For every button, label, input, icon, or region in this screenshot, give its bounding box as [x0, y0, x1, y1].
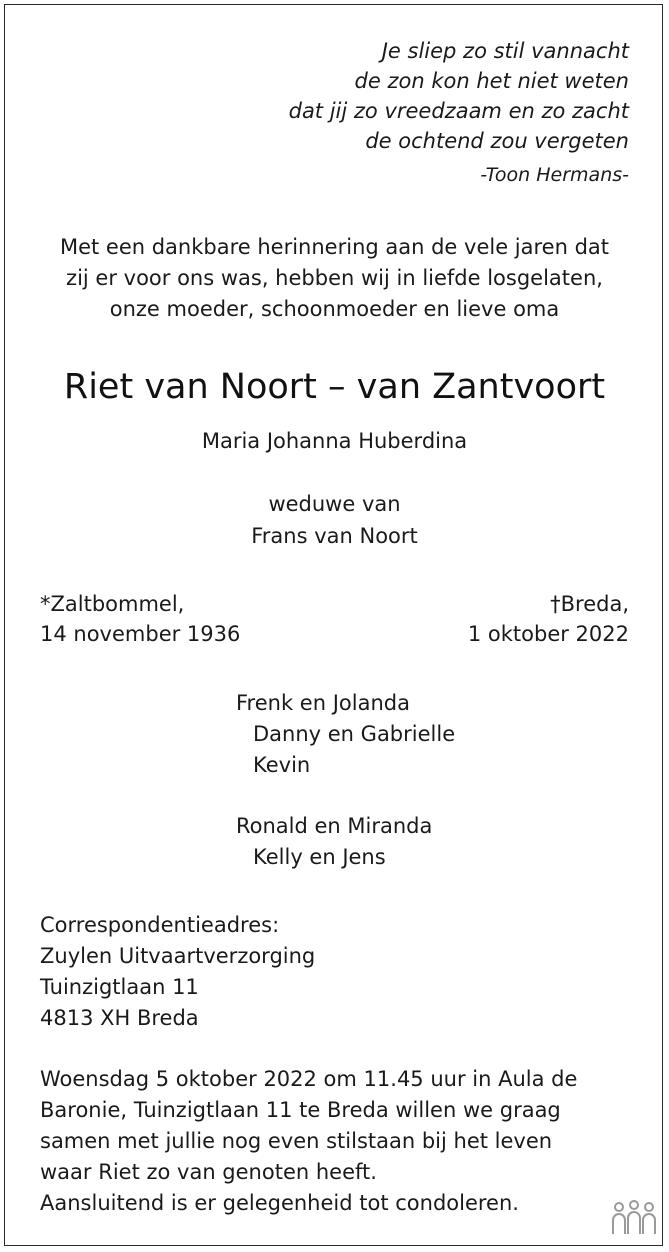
poem-line: Je sliep zo stil vannacht — [381, 39, 629, 63]
widow-label: weduwe van — [268, 492, 401, 516]
family-main: Frenk en Jolanda — [236, 691, 410, 715]
poem-author: -Toon Hermans- — [480, 164, 629, 186]
poem — [149, 36, 629, 190]
family-child: Kevin — [253, 753, 311, 777]
family-group-1 — [236, 688, 455, 781]
service-line: samen met jullie nog even stilstaan bij het leven — [40, 1129, 553, 1153]
service-line: Baronie, Tuinzigtlaan 11 te Breda willen we graag — [40, 1098, 561, 1122]
given-names: Maria Johanna Huberdina — [201, 429, 468, 453]
address-line: Zuylen Uitvaartverzorging — [40, 944, 316, 968]
address-line: Correspondentieadres: — [40, 913, 280, 937]
spouse-name: Frans van Noort — [251, 524, 418, 548]
people-group-icon — [609, 1198, 659, 1238]
death-date: 1 oktober 2022 — [467, 622, 629, 646]
correspondence-address — [40, 910, 315, 1034]
deceased-name: Riet van Noort – van Zantvoort — [63, 367, 606, 407]
address-line: 4813 XH Breda — [40, 1006, 199, 1030]
intro-text — [20, 232, 649, 325]
poem-line: de ochtend zou vergeten — [365, 129, 629, 153]
intro-line: onze moeder, schoonmoeder en lieve oma — [109, 297, 560, 321]
service-line: Woensdag 5 oktober 2022 om 11.45 uur in Aula de — [40, 1067, 578, 1091]
death-info — [468, 589, 629, 649]
poem-line: de zon kon het niet weten — [354, 69, 629, 93]
poem-line: dat jij zo vreedzaam en zo zacht — [288, 99, 629, 123]
birth-info — [40, 589, 240, 649]
service-line: Aansluitend is er gelegenheid tot condoleren. — [40, 1191, 519, 1215]
intro-line: Met een dankbare herinnering aan de vele jaren dat — [59, 235, 610, 259]
family-group-2 — [236, 811, 432, 873]
intro-line: zij er voor ons was, hebben wij in liefde losgelaten, — [66, 266, 603, 290]
family-main: Ronald en Miranda — [236, 814, 433, 838]
service-line: waar Riet zo van genoten heeft. — [40, 1160, 377, 1184]
death-place: †Breda, — [550, 592, 629, 616]
address-line: Tuinzigtlaan 11 — [40, 975, 199, 999]
family-child: Kelly en Jens — [253, 845, 386, 869]
family-child: Danny en Gabrielle — [253, 722, 456, 746]
service-info — [40, 1064, 630, 1219]
widow-block — [0, 488, 669, 552]
birth-place: *Zaltbommel, — [40, 592, 185, 616]
birth-date: 14 november 1936 — [40, 622, 241, 646]
